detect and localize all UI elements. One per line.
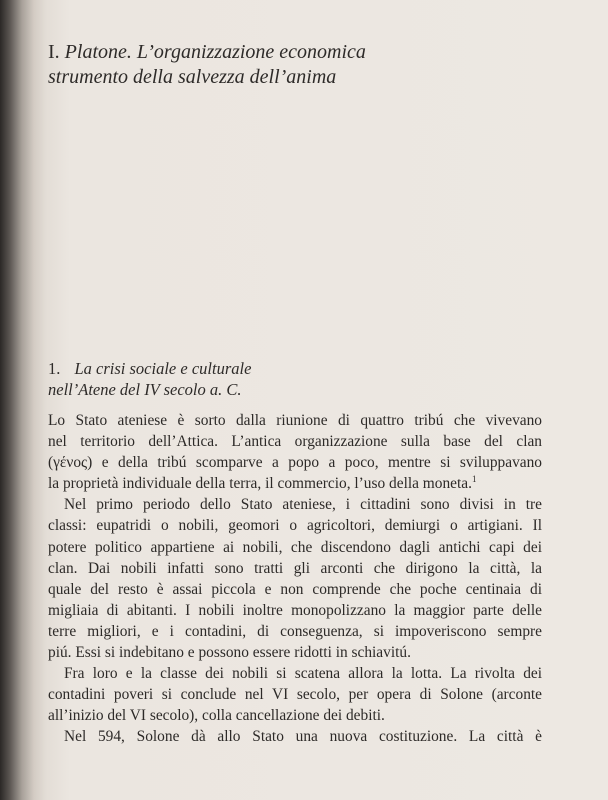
footnote-marker: 1 [471,474,477,485]
text-line: Nel primo periodo dello Stato ateniese, i cittadini sono divisi in tre [64,496,542,514]
section-title-text-1: La crisi sociale e culturale [74,359,252,378]
paragraph-4 [48,726,542,747]
text-line: quale del resto è assai piccola e non comprende che poche centinaia di [48,580,542,598]
text-line: clan. Dai nobili infatti sono tratti gli arconti che dirigono la città, la [48,559,542,577]
body-text [48,410,542,748]
text-line: classi: eupatridi o nobili, geomori o agricoltori, demiurgi o artigiani. Il [48,517,542,535]
chapter-number: I. [48,41,60,63]
text-line: piú. Essi si indebitano e possono essere ridotti in schiavitú. [48,644,411,662]
text-line: terre migliori, e i contadini, di conseguenza, si impoveriscono sempre [48,622,542,640]
text-line: Lo Stato ateniese è sorto dalla riunione di quattro tribú che vivevano [48,412,542,429]
text-line: migliaia di abitanti. I nobili inoltre monopolizzano la maggior parte delle [48,601,542,619]
chapter-title [48,40,568,90]
text-line: la proprietà individuale della terra, il commercio, l’uso della moneta. [48,475,472,493]
section-heading-line-1 [48,358,568,379]
section-heading-line-2: nell’Atene del IV secolo a. C. [48,380,242,399]
paragraph-2 [48,494,542,663]
section-number: 1. [48,359,61,378]
text-line: (γένος) e della tribú scomparve a popo a poco, mentre si sviluppavano [48,454,542,472]
text-line-with-note [48,473,542,494]
text-line: potere politico appartiene ai nobili, che discendono dagli antichi capi dei [48,538,542,556]
text-line: contadini poveri si conclude nel VI secolo, per opera di Solone (arconte [48,686,542,704]
text-line: Nel 594, Solone dà allo Stato una nuova costituzione. La città è [64,728,542,746]
paragraph-1 [48,410,542,494]
text-line: Fra loro e la classe dei nobili si scatena allora la lotta. La rivolta dei [64,665,542,683]
paragraph-3 [48,663,542,726]
chapter-title-line-2: strumento della salvezza dell’anima [48,66,337,88]
text-line: all’inizio del VI secolo), colla cancellazione dei debiti. [48,707,385,725]
text-line: nel territorio dell’Attica. L’antica organizzazione sulla base del clan [48,433,542,451]
section-heading [48,358,568,400]
chapter-title-line-1 [48,40,568,65]
chapter-title-text-1: Platone. L’organizzazione economica [64,41,366,63]
